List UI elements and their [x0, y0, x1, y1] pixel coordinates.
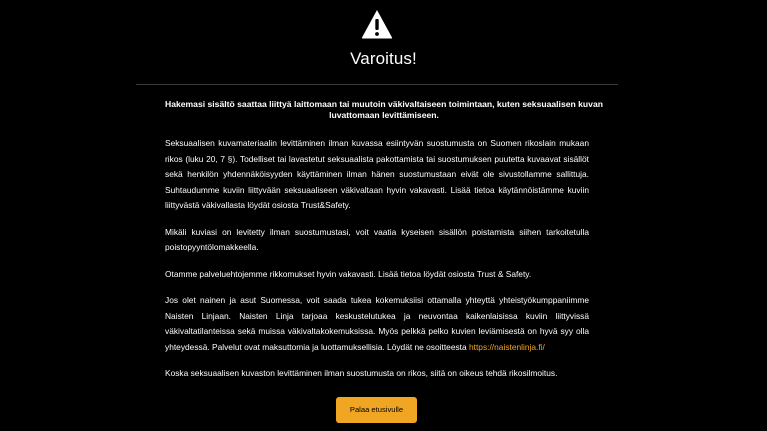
- paragraph-report: Koska seksuaalisen kuvaston levittäminen ilman suostumusta on rikos, siitä on oikeus tehdä rikosilmoitus.: [165, 368, 558, 378]
- paragraph-legal: Seksuaalisen kuvamateriaalin levittäminen ilman kuvassa esiintyvän suostumusta on Suomen rikoslain mukaan rikos (luku 20, 7 §). Todelliset tai lavastetut seksuaalista pakottamista tai suostumuksen puutetta kuvaavat sisällöt sekä henkilön yhdennäköisyyden käyttäminen ilman hänen suostumustaan eivät ole sivustollamme sallittuja. Suhtaudumme kuviin liittyvään seksuaaliseen väkivaltaan hyvin vakavasti. Lisää tietoa käytännöistämme kuviin liittyvästä väkivallasta löydät osiosta Trust&Safety.: [165, 138, 589, 210]
- page-title: Varoitus!: [350, 49, 417, 68]
- divider: [136, 84, 618, 85]
- warning-body: [165, 136, 589, 393]
- paragraph-support: [165, 293, 589, 355]
- paragraph-terms: Otamme palveluehtojemme rikkomukset hyvin vakavasti. Lisää tietoa löydät osiosta Trust & Safety.: [165, 268, 532, 279]
- paragraph-removal: Mikäli kuviasi on levitetty ilman suostumustasi, voit vaatia kyseisen sisällön poistamista siihen tarkoitetulla poistopyyntölomakkeella.: [165, 226, 589, 252]
- naistenlinja-link[interactable]: https://naistenlinja.fi/: [469, 341, 545, 352]
- warning-intro: Hakemasi sisältö saattaa liittyä laittomaan tai muutoin väkivaltaiseen toimintaan, kuten seksuaalisen kuvan luvattomaan levittämiseen.: [165, 99, 603, 120]
- warning-icon: [361, 9, 393, 39]
- back-to-home-button[interactable]: Palaa etusivulle: [336, 397, 417, 423]
- support-text: Jos olet nainen ja asut Suomessa, voit saada tukea kokemuksiisi ottamalla yhteyttä yhteistyökumppaniimme Naisten Linjaan. Naisten Linja tarjoaa keskustelutukea ja neuvontaa kaikenlaisissa kuviin liittyvissä väkivaltatilanteissa sekä muissa väkivaltakokemuksissa. Myös pelkkä pelko kuvien leviämisestä on hyvä syy olla yhteydessä. Palvelut ovat maksuttomia ja luottamuksellisia. Löydät ne osoitteesta: [165, 295, 589, 352]
